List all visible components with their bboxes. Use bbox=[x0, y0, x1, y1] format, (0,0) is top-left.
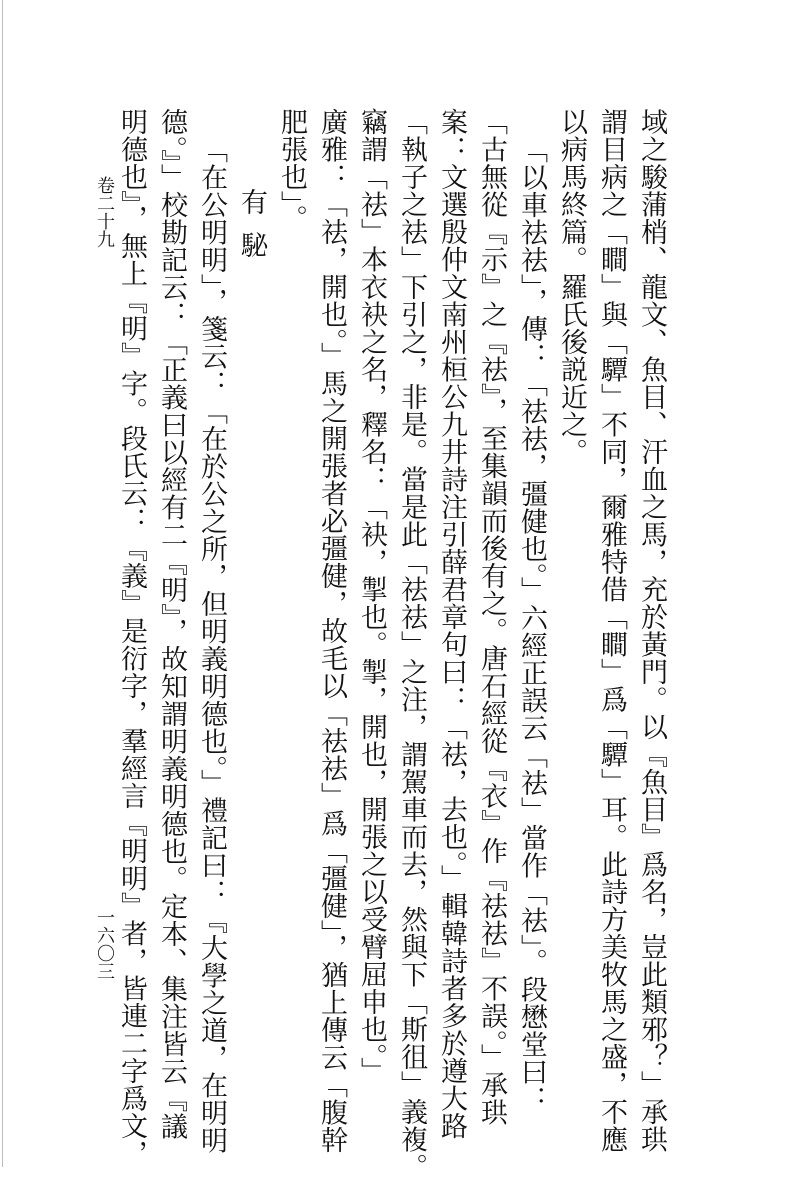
text-column-3: 以病馬終篇。羅氏後説近之。 bbox=[556, 108, 587, 466]
section-heading: 有駜 bbox=[236, 188, 267, 274]
text-column-13: 明德也』，無上『明』字。段氏云：『義』是衍字，羣經言『明明』者，皆連二字爲文， bbox=[116, 108, 147, 1167]
page-edge-line bbox=[2, 0, 3, 1167]
text-column-5: 「古無從『示』之『祛』，至集韻而後有之。唐石經從『衣』作『祛祛』不誤。」承珙 bbox=[476, 108, 507, 1126]
text-column-1: 域之駿蒲梢、龍文、魚目、汗血之馬，充於黃門。以『魚目』爲名，豈此類邪？」承珙 bbox=[636, 108, 667, 1153]
text-column-6: 案：文選殷仲文南州桓公九井詩注引薛君章句曰：「祛，去也。」輯韓詩者多於遵大路 bbox=[436, 108, 467, 1140]
text-column-10: 肥張也」。 bbox=[276, 108, 307, 232]
page-number: 一六〇三 bbox=[94, 908, 115, 980]
text-column-4: 「以車祛祛」，傳：「祛祛，彊健也。」六經正誤云「祛」當作「祛」。段懋堂曰： bbox=[516, 136, 547, 1113]
chapter-label: 卷二十九 bbox=[94, 176, 115, 248]
text-column-11: 「在公明明」，箋云：「在於公之所，但明義明德也。」禮記曰：『大學之道，在明明 bbox=[196, 136, 227, 1154]
text-column-2: 謂目病之「瞷」與「驔」不同，爾雅特借「瞷」爲「驔」耳。此詩方美牧馬之盛，不應 bbox=[596, 108, 627, 1153]
text-column-12: 德。』」校勘記云：「正義曰以經有二『明』，故知謂明義明德也。定本、集注皆云『議 bbox=[156, 108, 187, 1140]
text-column-8: 竊謂「祛」本衣袂之名，釋名：「袂，掣也。掣，開也，開張之以受臂屈申也。」 bbox=[356, 108, 387, 1085]
text-column-7: 「執子之祛」下引之，非是。當是此「祛祛」之注，謂駕車而去，然與下「斯徂」義複。 bbox=[396, 108, 427, 1181]
text-column-9: 廣雅：「祛，開也。」馬之開張者必彊健，故毛以「祛祛」爲「彊健」，猶上傳云「腹幹 bbox=[316, 108, 347, 1154]
